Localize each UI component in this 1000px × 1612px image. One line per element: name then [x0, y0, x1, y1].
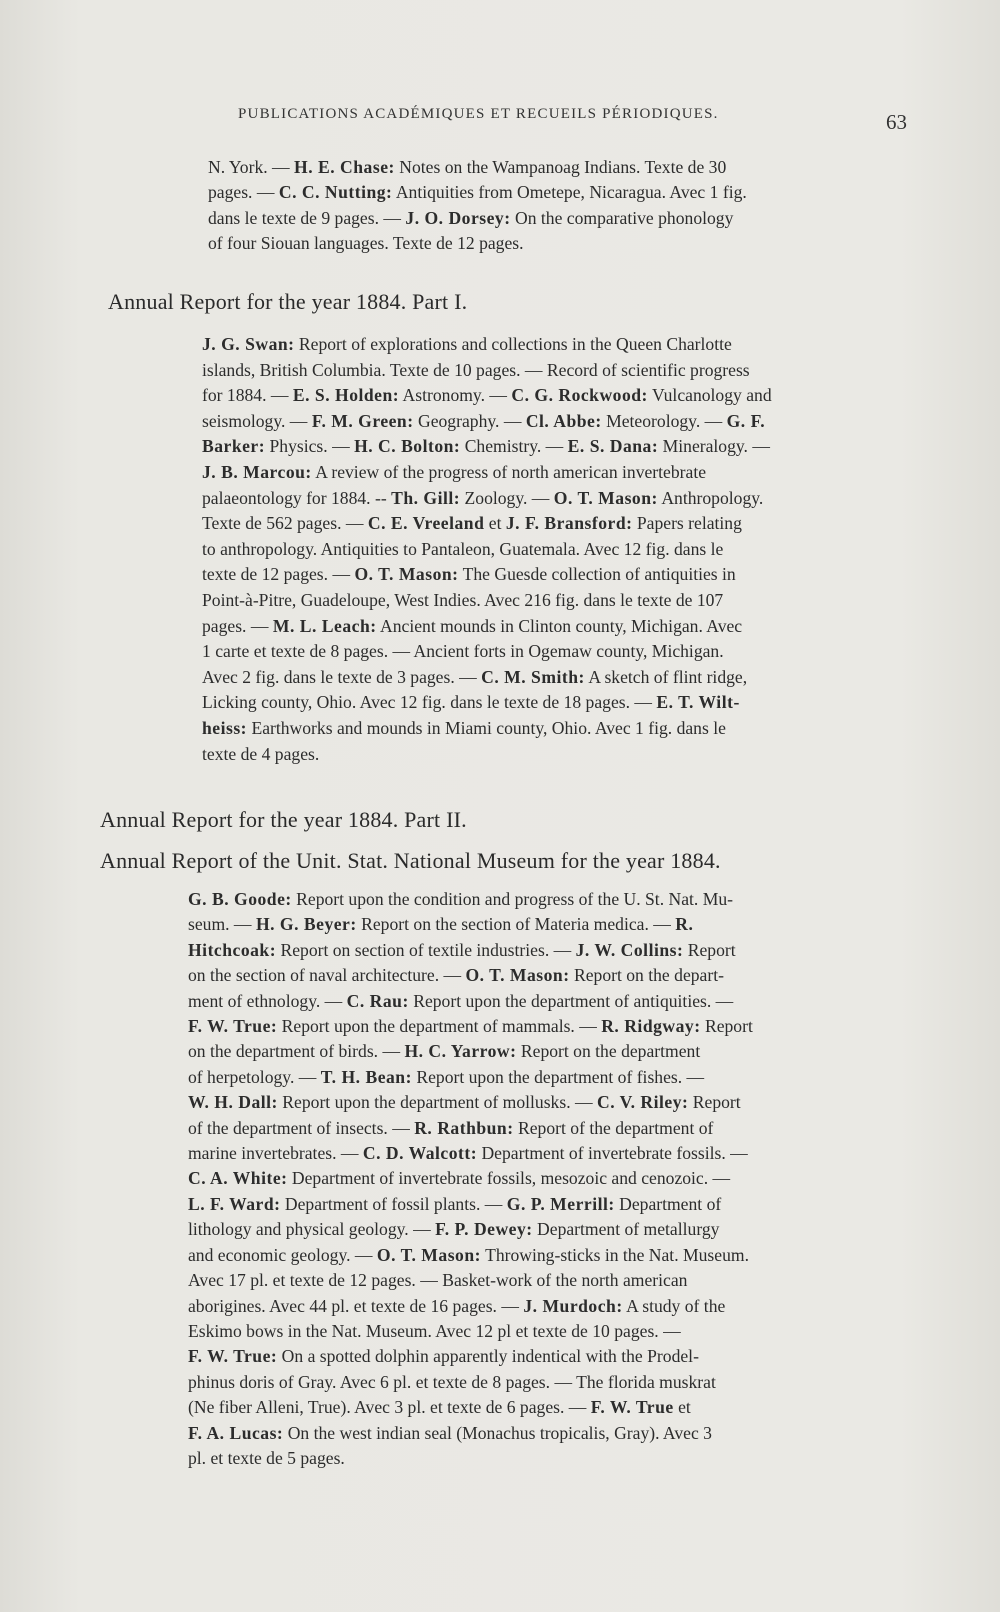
entry-block-ethnology-part	[208, 155, 908, 257]
text-line: pages. — C. C. Nutting: Antiquities from Ometepe, Nicaragua. Avec 1 fig.	[208, 182, 747, 203]
section-heading-part-2: Annual Report for the year 1884. Part II.	[100, 807, 467, 832]
text-line: W. H. Dall: Report upon the department of mollusks. — C. V. Riley: Report	[188, 1092, 741, 1113]
text-line: on the department of birds. — H. C. Yarrow: Report on the department	[188, 1041, 701, 1062]
text-line: Licking county, Ohio. Avec 12 fig. dans le texte de 18 pages. — E. T. Wilt-	[202, 692, 740, 713]
text-line: L. F. Ward: Department of fossil plants. — G. P. Merrill: Department of	[188, 1193, 722, 1214]
text-line: on the section of naval architecture. — O. T. Mason: Report on the depart-	[188, 965, 724, 986]
text-line: to anthropology. Antiquities to Pantaleon, Guatemala. Avec 12 fig. dans le	[202, 538, 724, 559]
text-line: and economic geology. — O. T. Mason: Throwing-sticks in the Nat. Museum.	[188, 1244, 749, 1265]
text-line: aborigines. Avec 44 pl. et texte de 16 pages. — J. Murdoch: A study of the	[188, 1295, 726, 1316]
text-line: 1 carte et texte de 8 pages. — Ancient forts in Ogemaw county, Michigan.	[202, 641, 724, 662]
text-line: Hitchcoak: Report on section of textile industries. — J. W. Collins: Report	[188, 939, 736, 960]
text-line: of four Siouan languages. Texte de 12 pages.	[208, 233, 524, 254]
text-line: islands, British Columbia. Texte de 10 pages. — Record of scientific progress	[202, 359, 750, 380]
section-heading-part-1: Annual Report for the year 1884. Part I.	[108, 289, 468, 314]
text-line: Point-à-Pitre, Guadeloupe, West Indies. Avec 216 fig. dans le texte de 107	[202, 589, 724, 610]
text-line: heiss: Earthworks and mounds in Miami county, Ohio. Avec 1 fig. dans le	[202, 717, 726, 738]
text-line: palaeontology for 1884. -- Th. Gill: Zoology. — O. T. Mason: Anthropology.	[202, 487, 764, 508]
text-line: J. G. Swan: Report of explorations and collections in the Queen Charlotte	[202, 334, 732, 354]
text-line: for 1884. — E. S. Holden: Astronomy. — C. G. Rockwood: Vulcanology and	[202, 385, 772, 406]
text-line: marine invertebrates. — C. D. Walcott: Department of invertebrate fossils. —	[188, 1143, 748, 1164]
entry-block-national-museum	[188, 887, 888, 1471]
text-line: texte de 4 pages.	[202, 743, 320, 764]
text-line: texte de 12 pages. — O. T. Mason: The Guesde collection of antiquities in	[202, 564, 736, 585]
text-line: of herpetology. — T. H. Bean: Report upon the department of fishes. —	[188, 1066, 705, 1087]
running-title: PUBLICATIONS ACADÉMIQUES ET RECUEILS PÉRIODIQUES.	[238, 106, 719, 122]
text-line: F. A. Lucas: On the west indian seal (Monachus tropicalis, Gray). Avec 3	[188, 1422, 712, 1443]
text-line: phinus doris of Gray. Avec 6 pl. et texte de 8 pages. — The florida muskrat	[188, 1371, 716, 1392]
text-line: pl. et texte de 5 pages.	[188, 1447, 345, 1468]
text-line: J. B. Marcou: A review of the progress of north american invertebrate	[202, 461, 707, 482]
page-number: 63	[886, 110, 907, 134]
text-line: ment of ethnology. — C. Rau: Report upon the department of antiquities. —	[188, 990, 734, 1011]
text-line: seum. — H. G. Beyer: Report on the section of Materia medica. — R.	[188, 914, 694, 935]
text-line: G. B. Goode: Report upon the condition and progress of the U. St. Nat. Mu-	[188, 889, 733, 909]
text-line: of the department of insects. — R. Rathbun: Report of the department of	[188, 1117, 714, 1138]
text-line: dans le texte de 9 pages. — J. O. Dorsey: On the comparative phonology	[208, 207, 734, 228]
text-line: C. A. White: Department of invertebrate fossils, mesozoic and cenozoic. —	[188, 1168, 731, 1189]
text-line: Barker: Physics. — H. C. Bolton: Chemistry. — E. S. Dana: Mineralogy. —	[202, 436, 770, 457]
text-line: Avec 2 fig. dans le texte de 3 pages. — C. M. Smith: A sketch of flint ridge,	[202, 666, 748, 687]
text-line: lithology and physical geology. — F. P. Dewey: Department of metallurgy	[188, 1219, 720, 1240]
section-heading-national-museum: Annual Report of the Unit. Stat. National Museum for the year 1884.	[100, 848, 721, 873]
text-line: F. W. True: On a spotted dolphin apparently indentical with the Prodel-	[188, 1346, 699, 1367]
entry-block-part-1	[202, 332, 904, 767]
text-line: Texte de 562 pages. — C. E. Vreeland et J. F. Bransford: Papers relating	[202, 513, 742, 534]
text-line: (Ne fiber Alleni, True). Avec 3 pl. et texte de 6 pages. — F. W. True et	[188, 1397, 691, 1418]
text-line: seismology. — F. M. Green: Geography. — Cl. Abbe: Meteorology. — G. F.	[202, 410, 766, 431]
text-line: Eskimo bows in the Nat. Museum. Avec 12 pl et texte de 10 pages. —	[188, 1320, 681, 1341]
text-line: F. W. True: Report upon the department of mammals. — R. Ridgway: Report	[188, 1016, 753, 1037]
text-line: N. York. — H. E. Chase: Notes on the Wampanoag Indians. Texte de 30	[208, 157, 727, 177]
text-line: pages. — M. L. Leach: Ancient mounds in Clinton county, Michigan. Avec	[202, 615, 743, 636]
text-line: Avec 17 pl. et texte de 12 pages. — Basket-work of the north american	[188, 1270, 688, 1291]
